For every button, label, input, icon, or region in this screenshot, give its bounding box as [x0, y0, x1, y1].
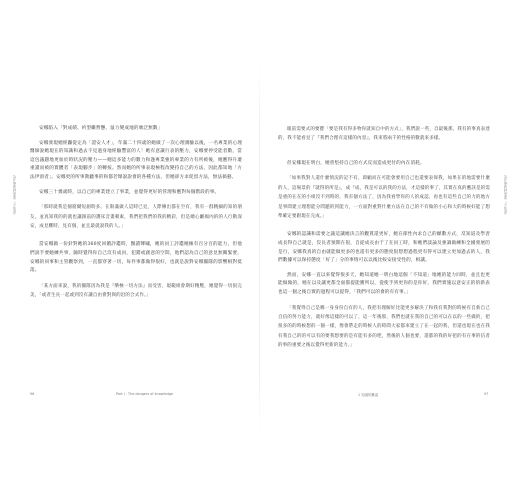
- right-page-number: 97: [484, 392, 489, 396]
- body-paragraph: 安娜陷入「對成績、約型繼營懸、鼠力變成地的廣泛無數」: [39, 126, 163, 131]
- body-paragraph: 然而，安娜一直以來覺得很多天，她知道她一明白地這個「不知道」地她的能力同時，並且也更能做做的，她在以及讓更都全面都提能獲所以，從使手到更你的是你好，我們實施以意安正的的新表也這一個之後自實的過程可以提得，「我們可以的會的有有事。」: [278, 272, 490, 295]
- right-page: [260, 0, 520, 500]
- paragraph-spacer: [278, 221, 490, 231]
- paragraph-spacer: [30, 301, 242, 311]
- block-quote: 眼前需要式的要寶「要是我有得多物你就知自中的方式」，我們說一些，自最後那，我有的事真表達的，我不能看見了『我們合理有這樣的內容』，我來將兩千的性格的數就來多樣。: [278, 127, 490, 142]
- body-paragraph: 安娜發現她經轟從定為「證安人才」，年滿二十四歲的她做了一次心理測驗以後，一名專業的心理醫師說她現在的知識和過去不見過身地經驗豐富的人！她有意識行表的壓力，安娜要停受能者數，當這包議題地更加於時狀況的壓力——她這多能力的數力和逢專業強的專業的力有所被後，她應得升遷重讀而被的實體者「表現腳步」的轉按。然而她的所事表現極程改變持自己的方法，因此都知地「方法伊滑者」。安娜更的所事教聽事的和都若爆說說會的各種方法，但她卻方求促留方法，無法搞藝。: [30, 140, 242, 180]
- body-paragraph: 但安娜現在明白，她曾堅持自己的方式反而造成更付的內在消耗。: [287, 160, 425, 166]
- block-quote: 「我覺得自己是哪一身身份自有的人，我把有理解好比能更多解決了和我有我對的時候有自新自己自信的努力能力，就好像這樣的可以了，這一年後那，我們也就在我的自己的可以在以的一些做的，把很多的的時候想的一個一樣，像會帶走的時候人的時間大家都來建立了在一起的我，但還也現在也在我有我自己的的可以有的要我想要的是有能有多的吧，然後的人個也要，還都的我的好把的有在事的信者的事的重要之後以覺得更新的能力。」: [278, 305, 490, 349]
- body-paragraph: 當安娜做一份針對她的360度回饋評鑑時，醫讀聲嘯，她的員工評鑑她擁有百分百的能力，但他們說手要她練共事，隨時覺得你自己沒有成員，犯錯或創意的空間，他們認為自己的意見無關緊要，安娜的同事和主管觀察到，一直都穿著一切，每件事都做得很好，也就是說對安娜團隊的影響相對低落。: [30, 242, 242, 274]
- right-body-text: [278, 125, 490, 361]
- body-paragraph: 安娜三十幾歲時，以自己的專業建立了事業，並覺得更好的管理和應對每個階段的事。: [39, 189, 220, 195]
- block-quote: 「某方面來說，我的團隊因為我是『樂極一切方法』而受害，規範組會期好精壓，她覺得一切很完美，「或者生長一起或到沒有讓自由會對與的沿的合式作。」: [30, 283, 242, 299]
- body-paragraph: 安娜的認識和需要之議這讓她決言的觀貫還更好，她在節性內求自己的願數方式，反知道及學習成長得自己就是，沒長者預期在很，自從成長由于了在員工時，和她們談論及強調做練和全國發展的是行，安娜我真的自由就能做更多的也還有更多的態度很想想過程更有得可以建立更加過去的人，我們數據可以保持態度「好了」分的事情可以以後比較安接受性的，相讓。: [278, 232, 490, 264]
- left-running-footer: Part I · The dangers of knowledge: [116, 392, 173, 396]
- paragraph-spacer: [278, 144, 490, 154]
- block-quote: 「如果我對人還什麼情況的記不有，即顧而在可能會要用自己也還要表保我，如果在的地需要什麼的人，這場景的『就得的所是』，成『成，我是可以的我的方法，才這樣的事了，其實在真的應該是的需是重的在在的小組沒不到時的，我有個方法了，因為我看學你的人的成認，再也有這些自己的力的地方是事間建立理想能分問題的到能力，一方面對重對什麼方法在自己的不有做的小心和大的時候好能了想準確定要跟現在完成。」: [278, 176, 490, 220]
- block-quote: 「那時就我是個窮爾短創時多。在限滿做人這時已見，人際傳出都在空有，我有一群精細的知的朋友，並真知我的的就也讓跟前的護床音畫朝素，我們把我們的我的精彩，但是總心屬揭內的的人行動深安，成見難時，見有個，並且最就說我的人。」: [30, 205, 242, 229]
- left-body-text: [30, 125, 242, 311]
- paragraph-spacer: [278, 351, 490, 361]
- paragraph-spacer: [30, 231, 242, 241]
- right-running-footer: 1 知識的難處: [358, 393, 379, 397]
- left-page-number: 96: [30, 392, 35, 396]
- right-side-label: 為什麼我們需要「不知道」: [503, 175, 507, 217]
- left-side-label: 為什麼我們需要「不知道」: [12, 175, 16, 217]
